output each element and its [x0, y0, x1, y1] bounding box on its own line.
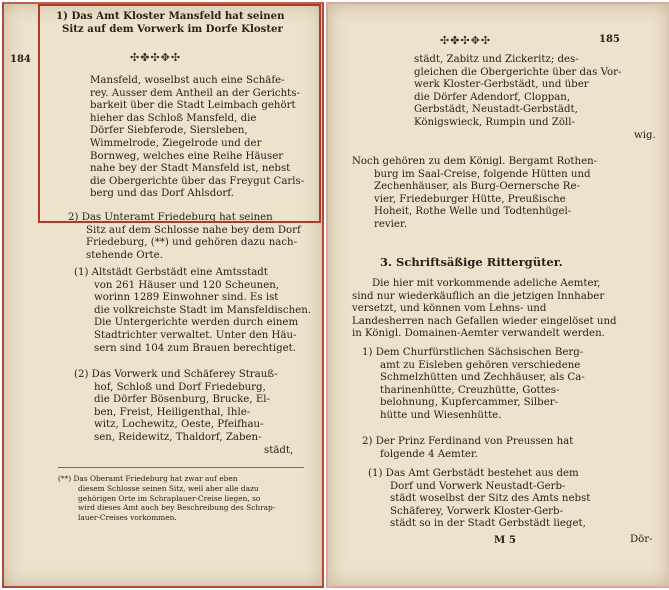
text-line: in Königl. Domainen-Aemter verwandelt werden.: [352, 328, 605, 340]
text-line: (1) Altstädt Gerbstädt eine Amtsstadt: [74, 267, 268, 278]
paragraph: [362, 436, 573, 461]
text-line: Dörfer Siebferode, Siersleben,: [90, 125, 248, 137]
paragraph: [414, 54, 656, 142]
text-line: Gerbstädt, Neustadt-Gerbstädt,: [414, 104, 578, 116]
paragraph: [74, 369, 293, 457]
text-line: wird dieses Amt auch bey Beschreibung des Schrap-: [78, 503, 276, 513]
text-line: 2) Das Unteramt Friedeburg hat seinen: [68, 212, 273, 223]
text-line: nahe bey der Stadt Mansfeld ist, nebst: [90, 163, 291, 175]
text-line: ben, Freist, Heiligenthal, Ihle-: [94, 406, 251, 418]
paragraph: [74, 267, 311, 355]
text-line: Landesherren nach Gefallen wieder eingelöset und: [352, 315, 617, 327]
footnote-divider: [58, 467, 304, 468]
text-line: 2) Der Prinz Ferdinand von Preussen hat: [362, 436, 574, 447]
paragraph: [352, 278, 617, 341]
section-heading: 3. Schriftsäßige Rittergüter.: [380, 255, 563, 269]
text-line: burg im Saal-Creise, folgende Hütten und: [374, 168, 591, 180]
paragraph: [368, 468, 590, 531]
text-line: Bornweg, welches eine Reihe Häuser: [90, 150, 284, 162]
text-line: Friedeburg, (**) und gehören dazu nach-: [86, 237, 298, 249]
text-line: die Dörfer Adendorf, Cloppan,: [414, 91, 571, 103]
text-line: städt woselbst der Sitz des Amts nebst: [390, 493, 591, 505]
text-line: amt zu Eisleben gehören verschiedene: [380, 359, 581, 371]
text-line: Wimmelrode, Ziegelrode und der: [90, 137, 262, 149]
text-line: die Obergerichte über das Freygut Carls-: [90, 175, 305, 187]
text-line: (1) Das Amt Gerbstädt bestehet aus dem: [368, 468, 579, 479]
text-line: stehende Orte.: [86, 249, 163, 261]
footnote: [58, 474, 275, 523]
ornament-icon: ✣✤✣✥✣: [440, 34, 492, 47]
text-line: von 261 Häuser und 120 Scheunen,: [94, 279, 280, 291]
paragraph: [68, 212, 301, 262]
text-line: vier, Friedeburger Hütte, Preußische: [374, 193, 566, 205]
text-line: Noch gehören zu dem Königl. Bergamt Rothen-: [352, 156, 598, 167]
text-line: sern sind 104 zum Brauen berechtiget.: [94, 342, 297, 354]
page-number: 184: [10, 54, 31, 65]
right-book-page: [326, 2, 669, 588]
text-line: diesem Schlosse seinen Sitz, weil aber alle dazu: [78, 483, 259, 493]
text-line: gleichen die Obergerichte über das Vor-: [414, 66, 622, 78]
ornament-icon: ✣✤✣✥✣: [130, 51, 182, 64]
text-line: Dorf und Vorwerk Neustadt-Gerb-: [390, 480, 566, 492]
text-line: sen, Reidewitz, Thaldorf, Zaben-: [94, 431, 262, 443]
text-line: sind nur wiederkäuflich an die jetzigen Innhaber: [352, 290, 605, 302]
text-line: Stadtrichter verwaltet. Unter den Häu-: [94, 329, 297, 341]
text-line: Königswieck, Rumpin und Zöll-: [414, 116, 575, 128]
text-line: Zechenhäuser, als Burg-Oernersche Re-: [374, 181, 580, 193]
page-number: 185: [599, 34, 620, 45]
text-line: städt so in der Stadt Gerbstädt lieget,: [390, 518, 586, 530]
text-line: Sitz auf dem Vorwerk im Dorfe Kloster: [62, 22, 283, 35]
text-line: Schäferey, Vorwerk Kloster-Gerb-: [390, 505, 564, 517]
text-line: Schmelzhütten und Zechhäuser, als Ca-: [380, 372, 585, 384]
catchword: Dör-: [630, 534, 653, 545]
text-line: worinn 1289 Einwohner sind. Es ist: [94, 292, 279, 304]
text-line: berg und das Dorf Ahlsdorf.: [90, 188, 234, 200]
text-line: gehörigen Orte im Schraplauer-Creise liegen, so: [78, 493, 261, 503]
text-line: 1) Das Amt Kloster Mansfeld hat seinen: [56, 10, 285, 22]
text-line: hieher das Schloß Mansfeld, die: [90, 112, 257, 124]
text-line: rey. Ausser dem Antheil an der Gerichts-: [90, 87, 300, 99]
text-line: die Dörfer Bösenburg, Brucke, El-: [94, 394, 270, 406]
text-line: Hoheit, Rothe Welle und Todtenhügel-: [374, 206, 572, 218]
text-line: städt,: [264, 444, 294, 456]
text-line: (2) Das Vorwerk und Schäferey Strauß-: [74, 369, 278, 380]
text-line: städt, Zabitz und Zickeritz; des-: [414, 54, 579, 65]
text-line: versetzt, und können vom Lehns- und: [352, 303, 547, 315]
text-line: barkeit über die Stadt Leimbach gehört: [90, 100, 296, 112]
text-line: hof, Schloß und Dorf Friedeburg,: [94, 381, 266, 393]
text-line: hütte und Wiesenhütte.: [380, 409, 502, 421]
left-book-page: [2, 2, 324, 588]
text-line: wig.: [634, 129, 656, 141]
text-line: Sitz auf dem Schlosse nahe bey dem Dorf: [86, 224, 301, 236]
text-line: Mansfeld, woselbst auch eine Schäfe-: [90, 75, 285, 86]
text-line: revier.: [374, 218, 407, 230]
text-line: 1) Dem Churfürstlichen Sächsischen Berg-: [362, 347, 584, 358]
text-line: belohnung, Kupfercammer, Silber-: [380, 397, 559, 409]
left-header-text: [56, 10, 285, 35]
text-line: witz, Lochewitz, Oeste, Pfeifhau-: [94, 419, 264, 431]
paragraph: [352, 156, 597, 232]
text-line: folgende 4 Aemter.: [380, 448, 478, 460]
text-line: tharinenhütte, Creuzhütte, Gottes-: [380, 384, 560, 396]
signature-mark: M 5: [494, 534, 516, 546]
paragraph: [362, 347, 585, 423]
text-line: die volkreichste Stadt im Mansfeldischen.: [94, 304, 311, 316]
paragraph: [90, 75, 304, 201]
text-line: (**) Das Oberamt Friedeburg hat zwar auf eben: [58, 474, 238, 483]
text-line: werk Kloster-Gerbstädt, und über: [414, 79, 589, 91]
text-line: Die hier mit vorkommende adeliche Aemter,: [372, 278, 601, 289]
text-line: Die Untergerichte werden durch einem: [94, 317, 299, 329]
text-line: lauer-Creises vorkommen.: [78, 513, 177, 523]
